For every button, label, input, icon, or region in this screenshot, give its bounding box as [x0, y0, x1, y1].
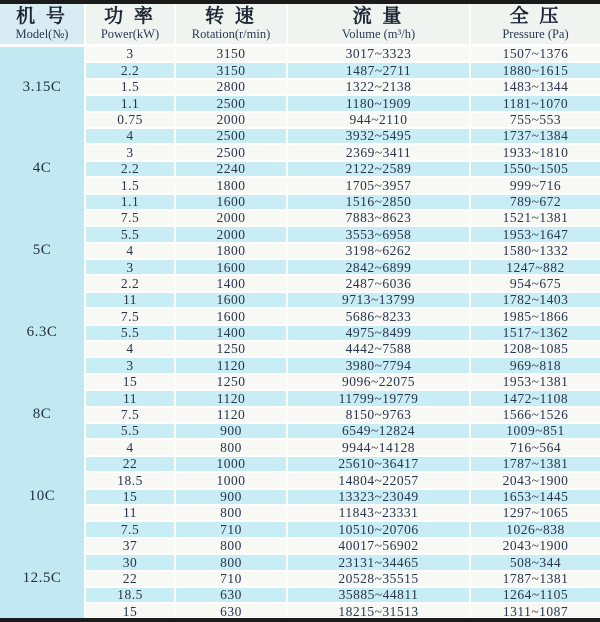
rotation-cell: 800 — [175, 439, 287, 455]
volume-cell: 35885~44811 — [287, 587, 470, 603]
header-rotation — [175, 4, 287, 46]
power-cell: 1.1 — [85, 95, 175, 111]
power-cell: 2.2 — [85, 275, 175, 291]
model-cell: 4C — [0, 128, 85, 210]
table-row — [0, 374, 600, 390]
power-cell: 4 — [85, 128, 175, 144]
power-cell: 7.5 — [85, 210, 175, 226]
header-pressure-zh: 全 压 — [509, 6, 562, 27]
volume-cell: 1322~2138 — [287, 79, 470, 95]
rotation-cell: 900 — [175, 423, 287, 439]
table-row — [0, 259, 600, 275]
table-row — [0, 275, 600, 291]
volume-cell: 5686~8233 — [287, 308, 470, 324]
rotation-cell: 2000 — [175, 210, 287, 226]
rotation-cell: 1600 — [175, 308, 287, 324]
pressure-cell: 716~564 — [470, 439, 600, 455]
rotation-cell: 1250 — [175, 341, 287, 357]
table-row — [0, 128, 600, 144]
volume-cell: 18215~31513 — [287, 603, 470, 618]
table-body — [0, 46, 600, 619]
pressure-cell: 508~344 — [470, 554, 600, 570]
table-row — [0, 489, 600, 505]
rotation-cell: 1800 — [175, 243, 287, 259]
table-row — [0, 554, 600, 570]
rotation-cell: 2800 — [175, 79, 287, 95]
pressure-cell: 1026~838 — [470, 521, 600, 537]
volume-cell: 2369~3411 — [287, 144, 470, 160]
pressure-cell: 1653~1445 — [470, 489, 600, 505]
pressure-cell: 1787~1381 — [470, 571, 600, 587]
power-cell: 1.1 — [85, 194, 175, 210]
rotation-cell: 2500 — [175, 95, 287, 111]
rotation-cell: 710 — [175, 571, 287, 587]
volume-cell: 1487~2711 — [287, 62, 470, 78]
volume-cell: 10510~20706 — [287, 521, 470, 537]
table-header — [0, 4, 600, 46]
volume-cell: 25610~36417 — [287, 456, 470, 472]
power-cell: 0.75 — [85, 112, 175, 128]
pressure-cell: 1550~1505 — [470, 161, 600, 177]
table-row — [0, 538, 600, 554]
volume-cell: 8150~9763 — [287, 407, 470, 423]
rotation-cell: 2000 — [175, 226, 287, 242]
header-pressure — [470, 4, 600, 46]
volume-cell: 4442~7588 — [287, 341, 470, 357]
pressure-cell: 1737~1384 — [470, 128, 600, 144]
header-power-zh: 功 率 — [104, 6, 156, 27]
pressure-cell: 755~553 — [470, 112, 600, 128]
header-power-en: Power(kW) — [100, 27, 160, 41]
header-volume — [287, 4, 470, 46]
volume-cell: 3198~6262 — [287, 243, 470, 259]
pressure-cell: 1264~1105 — [470, 587, 600, 603]
volume-cell: 23131~34465 — [287, 554, 470, 570]
model-cell: 5C — [0, 210, 85, 292]
volume-cell: 3980~7794 — [287, 357, 470, 373]
pressure-cell: 2043~1900 — [470, 472, 600, 488]
table-row — [0, 144, 600, 160]
header-row — [0, 4, 600, 46]
header-model-en: Model(№) — [15, 27, 69, 41]
volume-cell: 3932~5495 — [287, 128, 470, 144]
volume-cell: 6549~12824 — [287, 423, 470, 439]
power-cell: 5.5 — [85, 423, 175, 439]
power-cell: 4 — [85, 341, 175, 357]
volume-cell: 3553~6958 — [287, 226, 470, 242]
table-row — [0, 292, 600, 308]
volume-cell: 1180~1909 — [287, 95, 470, 111]
power-cell: 3 — [85, 357, 175, 373]
volume-cell: 3017~3323 — [287, 46, 470, 63]
rotation-cell: 800 — [175, 538, 287, 554]
rotation-cell: 3150 — [175, 62, 287, 78]
table-row — [0, 46, 600, 63]
power-cell: 22 — [85, 456, 175, 472]
pressure-cell: 1311~1087 — [470, 603, 600, 618]
pressure-cell: 789~672 — [470, 194, 600, 210]
table-row — [0, 357, 600, 373]
table-row — [0, 177, 600, 193]
volume-cell: 11799~19779 — [287, 390, 470, 406]
rotation-cell: 800 — [175, 554, 287, 570]
pressure-cell: 2043~1900 — [470, 538, 600, 554]
volume-cell: 2842~6899 — [287, 259, 470, 275]
rotation-cell: 900 — [175, 489, 287, 505]
pressure-cell: 999~716 — [470, 177, 600, 193]
volume-cell: 40017~56902 — [287, 538, 470, 554]
header-rotation-en: Rotation(r/min) — [191, 27, 271, 41]
rotation-cell: 1400 — [175, 275, 287, 291]
header-volume-en: Volume (m³/h) — [341, 27, 416, 41]
rotation-cell: 630 — [175, 603, 287, 618]
pressure-cell: 1933~1810 — [470, 144, 600, 160]
pressure-cell: 1009~851 — [470, 423, 600, 439]
rotation-cell: 1120 — [175, 390, 287, 406]
table-row — [0, 423, 600, 439]
rotation-cell: 2240 — [175, 161, 287, 177]
power-cell: 7.5 — [85, 521, 175, 537]
header-volume-zh: 流 量 — [352, 6, 405, 27]
table-row — [0, 587, 600, 603]
volume-cell: 9096~22075 — [287, 374, 470, 390]
rotation-cell: 1600 — [175, 194, 287, 210]
table-row — [0, 161, 600, 177]
model-cell: 8C — [0, 374, 85, 456]
power-cell: 7.5 — [85, 407, 175, 423]
pressure-cell: 1782~1403 — [470, 292, 600, 308]
pressure-cell: 1208~1085 — [470, 341, 600, 357]
volume-cell: 14804~22057 — [287, 472, 470, 488]
model-cell: 3.15C — [0, 46, 85, 128]
power-cell: 1.5 — [85, 177, 175, 193]
power-cell: 4 — [85, 439, 175, 455]
table-row — [0, 226, 600, 242]
header-model — [0, 4, 85, 46]
volume-cell: 20528~35515 — [287, 571, 470, 587]
volume-cell: 944~2110 — [287, 112, 470, 128]
table-row — [0, 456, 600, 472]
table-row — [0, 210, 600, 226]
pressure-cell: 969~818 — [470, 357, 600, 373]
pressure-cell: 1181~1070 — [470, 95, 600, 111]
pressure-cell: 1472~1108 — [470, 390, 600, 406]
pressure-cell: 1787~1381 — [470, 456, 600, 472]
rotation-cell: 2500 — [175, 128, 287, 144]
table-row — [0, 79, 600, 95]
volume-cell: 2487~6036 — [287, 275, 470, 291]
power-cell: 7.5 — [85, 308, 175, 324]
rotation-cell: 1000 — [175, 472, 287, 488]
table-row — [0, 194, 600, 210]
model-cell: 10C — [0, 456, 85, 538]
power-cell: 3 — [85, 144, 175, 160]
power-cell: 5.5 — [85, 226, 175, 242]
rotation-cell: 1600 — [175, 292, 287, 308]
pressure-cell: 1580~1332 — [470, 243, 600, 259]
volume-cell: 13323~23049 — [287, 489, 470, 505]
power-cell: 4 — [85, 243, 175, 259]
pressure-cell: 1985~1866 — [470, 308, 600, 324]
table-row — [0, 603, 600, 618]
pressure-cell: 1880~1615 — [470, 62, 600, 78]
power-cell: 2.2 — [85, 62, 175, 78]
header-power — [85, 4, 175, 46]
pressure-cell: 1517~1362 — [470, 325, 600, 341]
power-cell: 3 — [85, 46, 175, 63]
rotation-cell: 1600 — [175, 259, 287, 275]
rotation-cell: 1120 — [175, 357, 287, 373]
rotation-cell: 1250 — [175, 374, 287, 390]
volume-cell: 9944~14128 — [287, 439, 470, 455]
pressure-cell: 1953~1647 — [470, 226, 600, 242]
rotation-cell: 2000 — [175, 112, 287, 128]
volume-cell: 4975~8499 — [287, 325, 470, 341]
power-cell: 15 — [85, 489, 175, 505]
power-cell: 2.2 — [85, 161, 175, 177]
power-cell: 18.5 — [85, 587, 175, 603]
table-row — [0, 341, 600, 357]
power-cell: 22 — [85, 571, 175, 587]
rotation-cell: 630 — [175, 587, 287, 603]
table-row — [0, 243, 600, 259]
rotation-cell: 3150 — [175, 46, 287, 63]
rotation-cell: 1400 — [175, 325, 287, 341]
header-rotation-zh: 转 速 — [205, 6, 257, 27]
volume-cell: 1705~3957 — [287, 177, 470, 193]
power-cell: 11 — [85, 505, 175, 521]
rotation-cell: 1000 — [175, 456, 287, 472]
rotation-cell: 1800 — [175, 177, 287, 193]
table-row — [0, 390, 600, 406]
power-cell: 18.5 — [85, 472, 175, 488]
power-cell: 15 — [85, 374, 175, 390]
header-pressure-en: Pressure (Pa) — [502, 27, 569, 41]
table-row — [0, 505, 600, 521]
rotation-cell: 2500 — [175, 144, 287, 160]
power-cell: 15 — [85, 603, 175, 618]
pressure-cell: 1483~1344 — [470, 79, 600, 95]
power-cell: 3 — [85, 259, 175, 275]
table-row — [0, 62, 600, 78]
model-cell: 6.3C — [0, 292, 85, 374]
pressure-cell: 1521~1381 — [470, 210, 600, 226]
power-cell: 30 — [85, 554, 175, 570]
power-cell: 1.5 — [85, 79, 175, 95]
table-row — [0, 439, 600, 455]
power-cell: 5.5 — [85, 325, 175, 341]
volume-cell: 9713~13799 — [287, 292, 470, 308]
power-cell: 37 — [85, 538, 175, 554]
pressure-cell: 1953~1381 — [470, 374, 600, 390]
volume-cell: 7883~8623 — [287, 210, 470, 226]
table-row — [0, 521, 600, 537]
model-cell: 12.5C — [0, 538, 85, 619]
table-row — [0, 112, 600, 128]
pressure-cell: 1507~1376 — [470, 46, 600, 63]
rotation-cell: 800 — [175, 505, 287, 521]
volume-cell: 1516~2850 — [287, 194, 470, 210]
header-model-zh: 机 号 — [16, 6, 68, 27]
fan-spec-table — [0, 4, 600, 619]
pressure-cell: 1247~882 — [470, 259, 600, 275]
table-row — [0, 95, 600, 111]
table-row — [0, 472, 600, 488]
pressure-cell: 1297~1065 — [470, 505, 600, 521]
pressure-cell: 954~675 — [470, 275, 600, 291]
pressure-cell: 1566~1526 — [470, 407, 600, 423]
table-row — [0, 325, 600, 341]
rotation-cell: 710 — [175, 521, 287, 537]
volume-cell: 2122~2589 — [287, 161, 470, 177]
volume-cell: 11843~23331 — [287, 505, 470, 521]
power-cell: 11 — [85, 390, 175, 406]
rotation-cell: 1120 — [175, 407, 287, 423]
power-cell: 11 — [85, 292, 175, 308]
table-row — [0, 308, 600, 324]
table-row — [0, 407, 600, 423]
table-row — [0, 571, 600, 587]
